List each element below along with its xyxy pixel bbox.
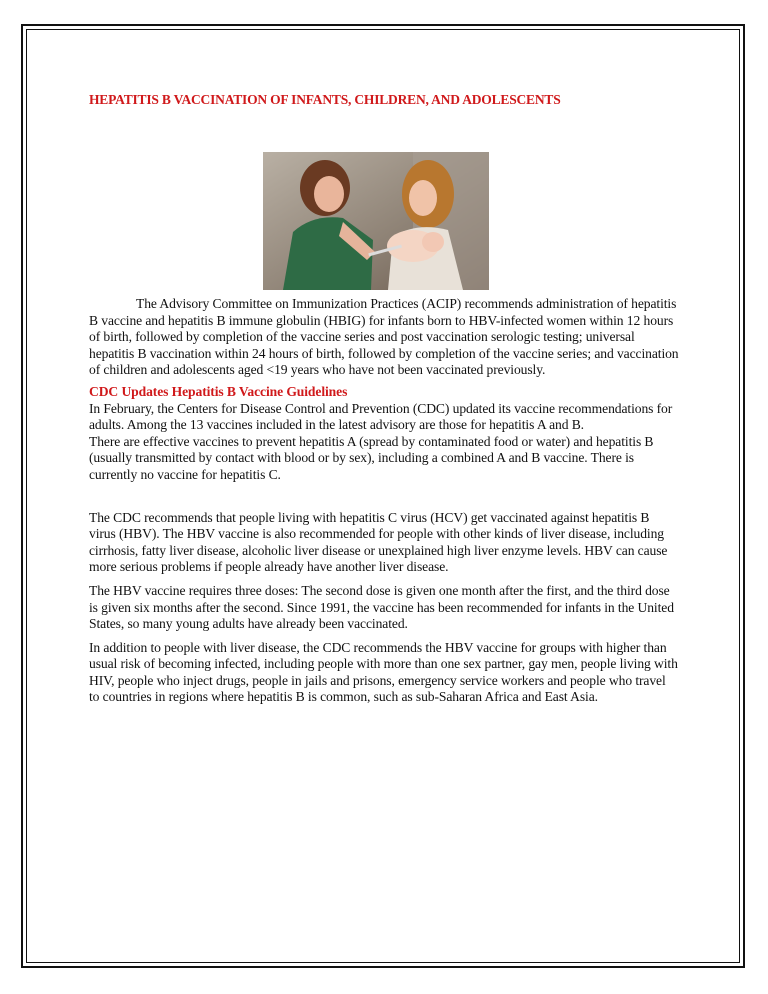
paragraph-hcv: The CDC recommends that people living with hepatitis C virus (HCV) get vaccinated against hepatitis B virus (HBV). The HBV vaccine is also recommended for people with other kinds of liver disease, including cirrhosis, fatty liver disease, alcoholic liver disease or unexplained high liver enzyme levels. HBV can cause more serious problems if people already have another liver disease. (89, 509, 668, 575)
document-body (89, 296, 679, 706)
baby-head (422, 232, 444, 252)
page-title: HEPATITIS B VACCINATION OF INFANTS, CHILDREN, AND ADOLESCENTS (89, 92, 561, 107)
paragraph-effective-vaccines: There are effective vaccines to prevent hepatitis A (spread by contaminated food or water) and hepatitis B (usually transmitted by contact with blood or by sex), including a combined A and B vaccine. There is currently no vaccine for hepatitis C. (89, 433, 654, 482)
nurse-face (314, 176, 344, 212)
paragraph-doses: The HBV vaccine requires three doses: The second dose is given one month after the first, and the third dose is given six months after the second. Since 1991, the vaccine has been recommended for infants in the United States, so many young adults have already been vaccinated. (89, 582, 674, 632)
vaccination-photo (263, 152, 489, 290)
mother-face (409, 180, 437, 216)
paragraph-cdc-february: In February, the Centers for Disease Control and Prevention (CDC) updated its vaccine recommendations for adults. Among the 13 vaccines included in the latest advisory are those for hepatitis A and B. (89, 400, 673, 433)
section-heading-cdc-updates: CDC Updates Hepatitis B Vaccine Guidelines (89, 383, 348, 399)
paragraph-risk-groups: In addition to people with liver disease, the CDC recommends the HBV vaccine for groups with higher than usual risk of becoming infected, including people with more than one sex partner, gay men, people living with HIV, people who inject drugs, people in jails and prisons, emergency service workers and people who travel to countries in regions where hepatitis B is common, such as sub-Saharan Africa and East Asia. (89, 639, 678, 705)
paragraph-acip: The Advisory Committee on Immunization Practices (ACIP) recommends administration of hepatitis B vaccine and hepatitis B immune globulin (HBIG) for infants born to HBV-infected women within 12 hours of birth, followed by completion of the vaccine series and post vaccination serologic testing; universal hepatitis B vaccination within 24 hours of birth, followed by completion of the vaccine series; and vaccination of children and adolescents aged <19 years who have not been vaccinated previously. (89, 296, 679, 378)
